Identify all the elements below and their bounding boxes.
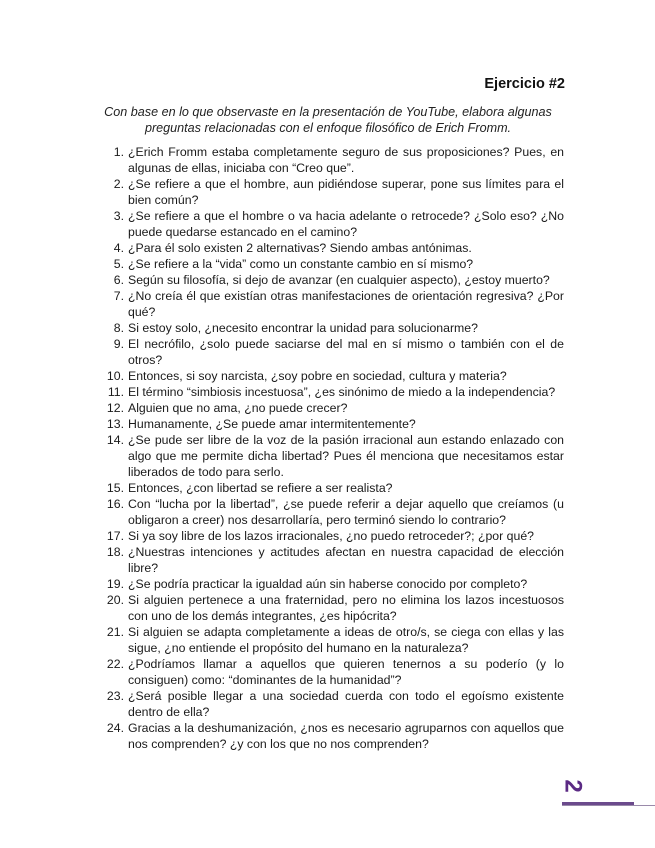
question-text: Según su filosofía, si dejo de avanzar (en cualquier aspecto), ¿estoy muerto? [128, 273, 550, 287]
question-number: 3. [113, 209, 124, 223]
question-text: Con “lucha por la libertad”, ¿se puede referir a dejar aquello que creíamos (u obligaron a creer) nos desarrollaría, pero terminó siendo lo contrario? [128, 497, 564, 527]
question-number: 6. [113, 273, 124, 287]
question-item [100, 240, 564, 256]
question-item [100, 144, 564, 176]
question-text: Gracias a la deshumanización, ¿nos es necesario agruparnos con aquellos que nos comprenden? ¿y con los que no nos comprenden? [128, 721, 564, 751]
question-item [100, 576, 564, 592]
question-number: 10. [106, 369, 124, 383]
question-text: El término “simbiosis incestuosa”, ¿es sinónimo de miedo a la independencia? [128, 385, 556, 399]
question-number: 8. [113, 321, 124, 335]
question-number: 24. [106, 721, 124, 735]
question-number: 1. [113, 145, 124, 159]
question-item [100, 656, 564, 688]
question-text: Si alguien se adapta completamente a ideas de otro/s, se ciega con ellas y las sigue, ¿no entiende el propósito del humano en la naturaleza? [128, 625, 564, 655]
question-item [100, 480, 564, 496]
question-number: 2. [113, 177, 124, 191]
question-text: Entonces, si soy narcista, ¿soy pobre en sociedad, cultura y materia? [128, 369, 507, 383]
question-number: 15. [106, 481, 124, 495]
question-item [100, 496, 564, 528]
question-number: 5. [113, 257, 124, 271]
question-item [100, 320, 564, 336]
question-item [100, 368, 564, 384]
question-number: 21. [106, 625, 124, 639]
question-item [100, 400, 564, 416]
question-item [100, 272, 564, 288]
question-item [100, 256, 564, 272]
footer-rule-thin [562, 805, 655, 806]
question-number: 11. [107, 385, 124, 399]
question-number: 14. [106, 433, 124, 447]
question-item [100, 208, 564, 240]
question-text: Entonces, ¿con libertad se refiere a ser realista? [128, 481, 393, 495]
questions-list [100, 144, 564, 752]
question-text: ¿Para él solo existen 2 alternativas? Siendo ambas antónimas. [128, 241, 472, 255]
question-text: ¿No creía él que existían otras manifestaciones de orientación regresiva? ¿Por qué? [128, 289, 564, 319]
question-number: 9. [113, 337, 124, 351]
question-number: 20. [106, 593, 124, 607]
question-text: Si ya soy libre de los lazos irracionales, ¿no puedo retroceder?; ¿por qué? [128, 529, 535, 543]
question-number: 16. [106, 497, 124, 511]
question-text: ¿Se refiere a que el hombre o va hacia adelante o retrocede? ¿Solo eso? ¿No puede quedarse estancado en el camino? [128, 209, 564, 239]
question-text: ¿Podríamos llamar a aquellos que quieren tenernos a su poderío (y lo consiguen) como: “dominantes de la humanidad”? [128, 657, 564, 687]
question-number: 7. [113, 289, 124, 303]
question-text: ¿Se refiere a que el hombre, aun pidiéndose superar, pone sus límites para el bien común? [128, 177, 564, 207]
question-item [100, 720, 564, 752]
question-number: 17. [106, 529, 124, 543]
question-number: 4. [113, 241, 124, 255]
question-text: Si estoy solo, ¿necesito encontrar la unidad para solucionarme? [128, 321, 478, 335]
question-number: 19. [106, 577, 124, 591]
question-item [100, 528, 564, 544]
page-number: 2 [559, 779, 587, 793]
question-text: ¿Será posible llegar a una sociedad cuerda con todo el egoísmo existente dentro de ella? [128, 689, 564, 719]
question-text: ¿Se pude ser libre de la voz de la pasión irracional aun estando enlazado con algo que me permite dicha libertad? Pues él menciona que necesitamos estar liberados de todo para serlo. [128, 433, 564, 479]
question-item [100, 416, 564, 432]
question-text: Alguien que no ama, ¿no puede crecer? [128, 401, 348, 415]
question-text: ¿Se refiere a la “vida” como un constante cambio en sí mismo? [128, 257, 474, 271]
question-item [100, 432, 564, 480]
question-item [100, 688, 564, 720]
question-number: 22. [106, 657, 124, 671]
question-text: ¿Erich Fromm estaba completamente seguro de sus proposiciones? Pues, en algunas de ellas, iniciaba con “Creo que”. [128, 145, 564, 175]
question-text: El necrófilo, ¿solo puede saciarse del mal en sí mismo o también con el de otros? [128, 337, 564, 367]
question-text: Humanamente, ¿Se puede amar intermitentemente? [128, 417, 416, 431]
question-item [100, 544, 564, 576]
question-number: 18. [106, 545, 124, 559]
question-number: 23. [106, 689, 124, 703]
question-item [100, 624, 564, 656]
question-text: ¿Se podría practicar la igualdad aún sin haberse conocido por completo? [128, 577, 528, 591]
question-item [100, 288, 564, 320]
question-number: 13. [106, 417, 124, 431]
question-text: Si alguien pertenece a una fraternidad, pero no elimina los lazos incestuosos con uno de los demás integrantes, ¿es hipócrita? [128, 593, 564, 623]
question-item [100, 384, 564, 400]
question-item [100, 336, 564, 368]
question-text: ¿Nuestras intenciones y actitudes afectan en nuestra capacidad de elección libre? [128, 545, 564, 575]
question-number: 12. [106, 401, 124, 415]
exercise-title: Ejercicio #2 [484, 76, 565, 92]
intro-instructions: Con base en lo que observaste en la presentación de YouTube, elabora algunas preguntas relacionadas con el enfoque filosófico de Erich Fromm. [104, 105, 552, 135]
question-item [100, 176, 564, 208]
question-item [100, 592, 564, 624]
